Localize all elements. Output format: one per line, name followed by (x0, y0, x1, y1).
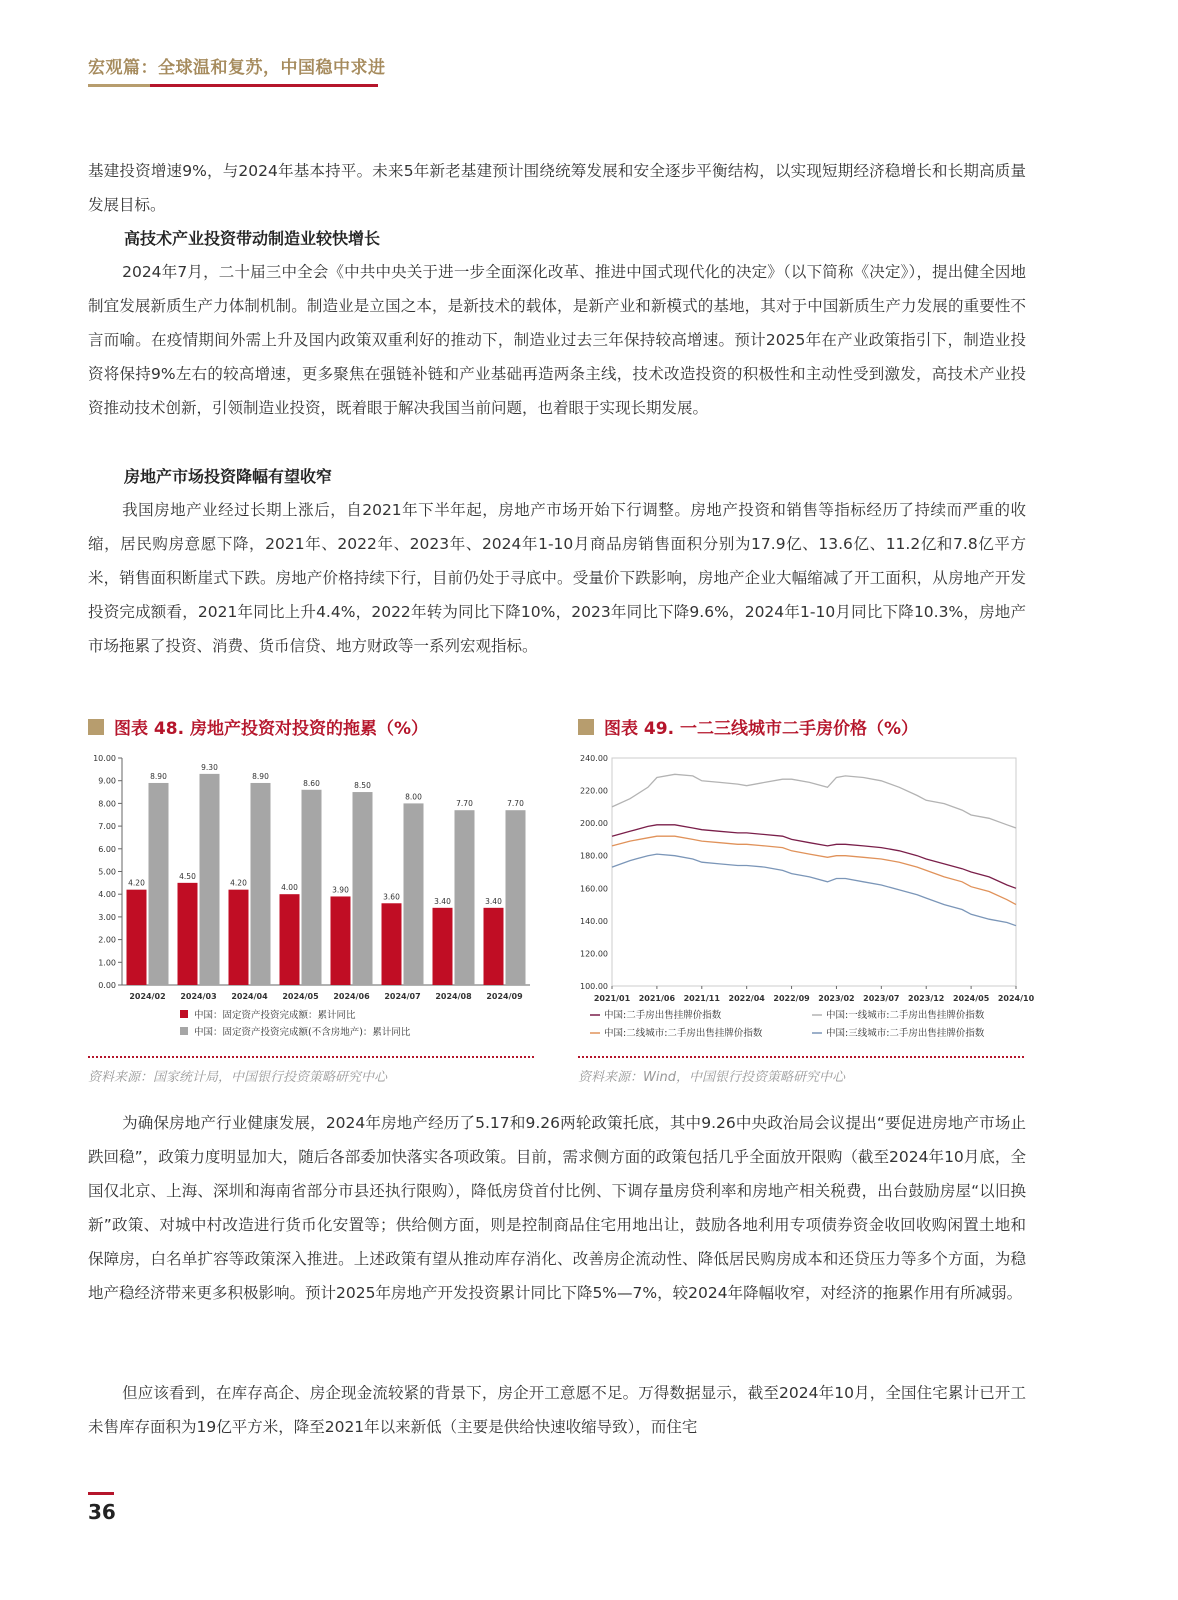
chart48-data-label: 8.90 (150, 771, 167, 781)
chart48-xtick-label: 2024/05 (282, 992, 319, 1001)
chart48-ytick-label: 4.00 (98, 890, 116, 900)
chart49-ytick-label: 240.00 (580, 754, 608, 763)
chart49-line-chart (576, 748, 1035, 1048)
chart48-ytick-label: 5.00 (98, 867, 116, 877)
chart48-bar (455, 810, 475, 985)
chart48-data-label: 3.40 (434, 896, 451, 906)
chart48-legend-swatch (180, 1027, 188, 1035)
chart48-bar (280, 894, 300, 985)
chart48-title (88, 714, 428, 739)
header-rule-red (150, 84, 378, 87)
chart48-data-label: 3.60 (383, 892, 400, 902)
chart48-data-label: 4.20 (230, 878, 247, 888)
chart49-xtick-label: 2024/05 (952, 994, 990, 1003)
chart49-ytick-label: 140.00 (580, 916, 608, 926)
chart48-xtick-label: 2024/06 (333, 992, 370, 1001)
chart48-data-label: 8.00 (405, 792, 422, 802)
chart48-ytick-label: 1.00 (98, 958, 116, 968)
chart48-ytick-label: 3.00 (98, 912, 116, 922)
chart49-ytick-label: 160.00 (580, 884, 608, 894)
chart48-ytick-label: 6.00 (98, 844, 116, 854)
chart49-background (576, 748, 1026, 1048)
chart49-xtick-label: 2024/10 (997, 994, 1035, 1003)
chart49-ytick-label: 120.00 (580, 949, 608, 959)
chart48-xtick-label: 2024/02 (129, 992, 166, 1001)
chart48-ytick-label: 7.00 (98, 822, 116, 832)
chart48-title-marker (88, 719, 104, 735)
chart48-bar (200, 774, 220, 985)
chart48-data-label: 8.60 (303, 778, 320, 788)
chart48-data-label: 7.70 (507, 799, 524, 809)
chart49-xtick-label: 2023/02 (818, 994, 855, 1003)
chart48-data-label: 3.90 (332, 885, 349, 895)
chart49-ytick-label: 100.00 (580, 982, 608, 991)
section-header-title: 宏观篇：全球温和复苏，中国稳中求进 (88, 58, 386, 78)
chart49-ytick-label: 180.00 (580, 851, 608, 861)
chart48-ytick-label: 9.00 (98, 776, 116, 786)
chart48-divider (88, 1056, 534, 1058)
paragraph-infrastructure: 基建投资增速9%，与2024年基本持平。未来5年新老基建预计围绕统筹发展和安全逐步平衡结构，以实现短期经济稳增长和长期高质量发展目标。 (88, 162, 1026, 214)
chart48-source: 资料来源：国家统计局，中国银行投资策略研究中心 (88, 1070, 388, 1085)
chart48-bar (178, 883, 198, 985)
chart49-xtick-label: 2022/09 (773, 994, 810, 1003)
chart48-bar (404, 803, 424, 985)
paragraph-manufacturing: 2024年7月，二十届三中全会《中共中央关于进一步全面深化改革、推进中国式现代化的决定》（以下简称《决定》），提出健全因地制宜发展新质生产力体制机制。制造业是立国之本，是新技术的载体，是新产业和新模式的基地，其对于中国新质生产力发展的重要性不言而喻。在疫情期间外需上升及国内政策双重利好的推动下，制造业过去三年保持较高增速。预计2025年在产业政策指引下，制造业投资将保持9%左右的较高增速，更多聚焦在强链补链和产业基础再造两条主线，技术改造投资的积极性和主动性受到激发，高技术产业投资推动技术创新，引领制造业投资，既着眼于解决我国当前问题，也着眼于实现长期发展。 (88, 263, 1026, 417)
chart48-bar (251, 783, 271, 985)
chart48-legend-swatch (180, 1010, 188, 1018)
chart49-xtick-label: 2022/04 (728, 994, 765, 1003)
chart49-source: 资料来源：Wind，中国银行投资策略研究中心 (578, 1070, 845, 1085)
chart49-title-marker (578, 719, 594, 735)
chart48-data-label: 7.70 (456, 799, 473, 809)
chart48-bar (382, 903, 402, 985)
chart48-bar (506, 810, 526, 985)
chart48-bar (353, 792, 373, 985)
chart48-xtick-label: 2024/09 (486, 992, 523, 1001)
chart48-ytick-label: 10.00 (93, 754, 116, 763)
chart48-data-label: 4.50 (179, 871, 196, 881)
chart48-xtick-label: 2024/07 (384, 992, 421, 1001)
chart48-data-label: 8.90 (252, 771, 269, 781)
paragraph-inventory: 但应该看到，在库存高企、房企现金流较紧的背景下，房企开工意愿不足。万得数据显示，截至2024年10月，全国住宅累计已开工未售库存面积为19亿平方米，降至2021年以来新低（主要是供给快速收缩导致），而住宅 (88, 1384, 1026, 1436)
chart49-xtick-label: 2023/12 (908, 994, 945, 1003)
chart48-legend-label: 中国：固定资产投资完成额：累计同比 (194, 1010, 356, 1021)
chart48-data-label: 9.30 (201, 762, 218, 772)
header-rule-gold (88, 84, 150, 87)
chart48-xtick-label: 2024/03 (180, 992, 217, 1001)
page-number-rule (88, 1492, 114, 1495)
chart48-xtick-label: 2024/08 (435, 992, 472, 1001)
chart48-legend-label: 中国：固定资产投资完成额(不含房地产)：累计同比 (194, 1027, 411, 1038)
chart48-data-label: 4.20 (128, 878, 145, 888)
chart48-bar (484, 908, 504, 985)
chart49-legend-label: 中国:三线城市:二手房出售挂牌价指数 (826, 1028, 985, 1039)
chart49-xtick-label: 2021/11 (683, 994, 720, 1003)
chart49-legend-label: 中国:一线城市:二手房出售挂牌价指数 (826, 1010, 985, 1021)
chart48-ytick-label: 8.00 (98, 799, 116, 809)
chart48-bar (229, 890, 249, 985)
page-number: 36 (88, 1500, 116, 1524)
paragraph-real-estate: 我国房地产业经过长期上涨后，自2021年下半年起，房地产市场开始下行调整。房地产投资和销售等指标经历了持续而严重的收缩，居民购房意愿下降，2021年、2022年、2023年、2024年1-10月商品房销售面积分别为17.9亿、13.6亿、11.2亿和7.8亿平方米，销售面积断崖式下跌。房地产价格持续下行，目前仍处于寻底中。受量价下跌影响，房地产企业大幅缩减了开工面积，从房地产开发投资完成额看，2021年同比上升4.4%，2022年转为同比下降10%，2023年同比下降9.6%，2024年1-10月同比下降10.3%，房地产市场拖累了投资、消费、货币信贷、地方财政等一系列宏观指标。 (88, 501, 1026, 655)
chart48-title-text: 图表 48. 房地产投资对投资的拖累（%） (114, 719, 428, 739)
chart49-divider (578, 1056, 1024, 1058)
chart48-ytick-label: 0.00 (98, 981, 116, 990)
chart49-legend-label: 中国:二线城市:二手房出售挂牌价指数 (604, 1028, 763, 1039)
chart49-title-text: 图表 49. 一二三线城市二手房价格（%） (604, 719, 918, 739)
chart48-data-label: 4.00 (281, 883, 298, 893)
chart48-ytick-label: 2.00 (98, 935, 116, 945)
subheading-high-tech: 高技术产业投资带动制造业较快增长 (124, 229, 381, 248)
chart48-xtick-label: 2024/04 (231, 992, 268, 1001)
chart49-xtick-label: 2023/07 (863, 994, 900, 1003)
chart48-bar-chart (88, 748, 538, 1048)
chart48-bar (127, 890, 147, 985)
chart48-data-label: 3.40 (485, 896, 502, 906)
chart48-bar (331, 896, 351, 985)
chart49-title (578, 714, 918, 739)
chart48-bar (433, 908, 453, 985)
chart49-ytick-label: 220.00 (580, 786, 608, 796)
paragraph-policy: 为确保房地产行业健康发展，2024年房地产经历了5.17和9.26两轮政策托底，其中9.26中央政治局会议提出“要促进房地产市场止跌回稳”，政策力度明显加大，随后各部委加快落实各项政策。目前，需求侧方面的政策包括几乎全面放开限购（截至2024年10月底，全国仅北京、上海、深圳和海南省部分市县还执行限购），降低房贷首付比例、下调存量房贷利率和房地产相关税费，出台鼓励房屋“以旧换新”政策、对城中村改造进行货币化安置等；供给侧方面，则是控制商品住宅用地出让，鼓励各地利用专项债券资金收回收购闲置土地和保障房，白名单扩容等政策深入推进。上述政策有望从推动库存消化、改善房企流动性、降低居民购房成本和还贷压力等多个方面，为稳地产稳经济带来更多积极影响。预计2025年房地产开发投资累计同比下降5%—7%，较2024年降幅收窄，对经济的拖累作用有所减弱。 (88, 1114, 1026, 1302)
chart48-bar (149, 783, 169, 985)
chart49-xtick-label: 2021/01 (593, 994, 631, 1003)
chart49-legend-label: 中国:二手房出售挂牌价指数 (604, 1010, 722, 1021)
chart48-bar (302, 790, 322, 985)
chart49-ytick-label: 200.00 (580, 819, 608, 829)
chart48-data-label: 8.50 (354, 781, 371, 791)
subheading-real-estate: 房地产市场投资降幅有望收窄 (124, 467, 333, 486)
chart49-xtick-label: 2021/06 (638, 994, 676, 1003)
